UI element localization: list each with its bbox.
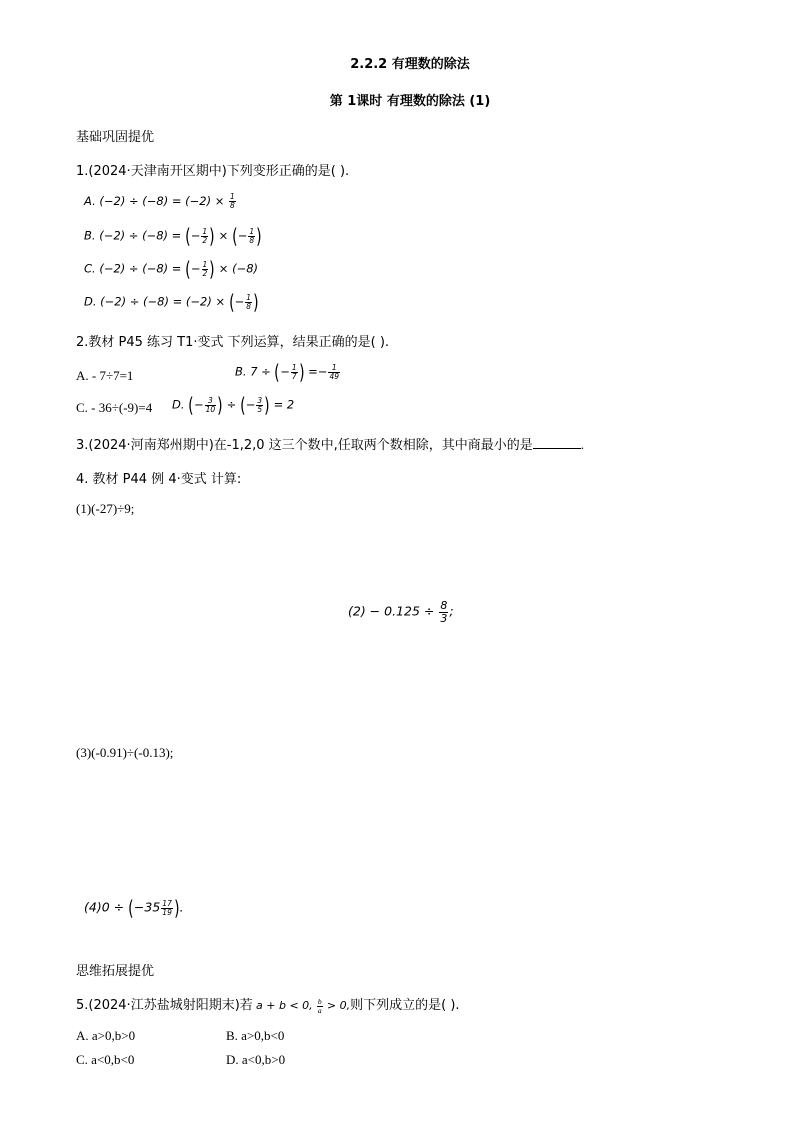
option-d-expression: (−2) ÷ (−8) = (−2) ×: [100, 294, 226, 309]
fraction: [201, 228, 208, 245]
denominator: 7: [291, 371, 297, 381]
numerator: 1: [291, 362, 297, 372]
question-5-option-d: D. a<0,b>0: [226, 1052, 286, 1067]
question-5-text-b: 则下列成立的是( ).: [350, 998, 460, 1013]
option-b-label: B.: [84, 228, 96, 243]
numerator: 1: [249, 226, 255, 236]
option-c-label: C.: [84, 261, 96, 276]
lesson-subtitle: 第 1课时 有理数的除法 (1): [329, 94, 491, 109]
section-heading-basic: 基础巩固提优: [76, 130, 155, 145]
page-title: 2.2.2 有理数的除法: [350, 57, 470, 72]
part-4-end: .: [179, 899, 184, 915]
part-2-expression: (2) − 0.125 ÷: [348, 603, 435, 619]
numerator: 3: [257, 395, 263, 405]
option-a-label: A.: [84, 193, 96, 208]
fraction: [317, 998, 323, 1015]
denominator: 3: [440, 611, 448, 625]
equals-value: = 2: [273, 397, 295, 412]
option-c-expression: (−2) ÷ (−8) =: [99, 261, 182, 276]
right-paren: ): [264, 393, 270, 417]
question-2-stem: 2.教材 P45 练习 T1·变式 下列运算，结果正确的是( ).: [76, 335, 390, 350]
right-paren: ): [256, 224, 262, 248]
question-1-text: 1.(2024·天津南开区期中)下列变形正确的是( ).: [76, 164, 350, 179]
numerator: 1: [202, 259, 208, 269]
question-5-option-a: A. a>0,b>0: [76, 1028, 136, 1043]
right-paren: ): [209, 257, 215, 281]
part-4-expression: (4)0 ÷: [84, 899, 125, 915]
question-5-stem: [76, 994, 460, 1014]
fraction: [328, 364, 340, 381]
option-b-label: B. 7 ÷: [235, 364, 271, 379]
question-1-option-c: C. (−2) ÷ (−8) = (− $\frac{1}{2}$ ) × (−8): [84, 257, 259, 281]
denominator: 8: [230, 200, 235, 210]
numerator: 17: [162, 898, 172, 908]
left-paren: (: [274, 360, 281, 384]
question-4-stem: 4. 教材 P44 例 4·变式 计算:: [76, 472, 242, 487]
question-5-option-c: C. a<0,b<0: [76, 1052, 135, 1067]
denominator: 19: [162, 907, 172, 917]
left-paren: (: [188, 393, 194, 417]
numerator: 1: [202, 226, 208, 236]
left-paren: (: [185, 224, 191, 248]
option-a-expression: (−2) ÷ (−8) = (−2) ×: [99, 193, 225, 208]
divide-sign: ÷: [226, 397, 237, 412]
option-d-label: D.: [172, 397, 185, 412]
fraction: [245, 294, 252, 311]
denominator: 2: [202, 268, 208, 278]
question-1-stem: [76, 160, 349, 179]
question-2-option-b: B. 7 ÷ (− $\frac{1}{7}$ ) =− $\frac{1}{49}$: [235, 360, 339, 384]
fraction: [291, 364, 298, 381]
times-sign: ×: [218, 228, 229, 243]
fraction: [229, 193, 236, 210]
answer-blank[interactable]: [533, 436, 581, 449]
question-5-text-a: 5.(2024·江苏盐城射阳期末)若: [76, 998, 253, 1013]
right-paren: ): [217, 393, 223, 417]
question-1-option-d: D. (−2) ÷ (−8) = (−2) × (− $\frac{1}{8}$ ): [84, 290, 259, 314]
right-paren: ): [298, 360, 305, 384]
right-paren: ): [174, 896, 180, 920]
numerator: 8: [440, 599, 448, 612]
question-4-part-1: (1)(-27)÷9;: [76, 501, 135, 516]
left-paren: (: [228, 290, 235, 314]
question-3-period: .: [580, 437, 585, 452]
numerator: b: [317, 996, 322, 1006]
fraction: [439, 600, 448, 624]
fraction: [248, 228, 255, 245]
section-heading-extension: 思维拓展提优: [76, 964, 155, 979]
denominator: 8: [246, 301, 252, 311]
denominator: 49: [329, 371, 339, 381]
denominator: a: [317, 1005, 322, 1015]
question-2-option-c: C. - 36÷(-9)=4: [76, 400, 153, 415]
question-5-option-b: B. a>0,b<0: [226, 1028, 285, 1043]
question-4-part-3: (3)(-0.91)÷(-0.13);: [76, 745, 174, 760]
option-d-label: D.: [84, 294, 97, 309]
denominator: 10: [205, 404, 216, 414]
condition-ratio: > 0,: [326, 999, 351, 1012]
fraction: [202, 261, 209, 278]
denominator: 5: [257, 404, 263, 414]
option-b-expression: (−2) ÷ (−8) =: [99, 228, 182, 243]
left-paren: (: [185, 257, 191, 281]
question-2-option-d: D. (− $\frac{3}{10}$ ) ÷ (− $\frac{3}{5}$ ) = 2: [172, 393, 295, 417]
question-1-option-a: [84, 193, 237, 210]
fraction: [205, 397, 217, 414]
denominator: 8: [249, 235, 255, 245]
numerator: 1: [246, 292, 252, 302]
left-paren: (: [232, 224, 238, 248]
equals-negative: =−: [308, 364, 328, 379]
question-3: [76, 434, 584, 453]
condition-sum: a + b < 0,: [256, 999, 313, 1012]
fraction: [256, 397, 263, 414]
part-2-end: ;: [449, 603, 454, 619]
right-paren: ): [209, 224, 215, 248]
right-paren: ): [253, 290, 259, 314]
question-2-option-a: A. - 7÷7=1: [76, 368, 134, 383]
option-c-rhs: × (−8): [218, 261, 259, 276]
mixed-whole: −35: [133, 899, 161, 915]
left-paren: (: [128, 896, 134, 920]
question-4-part-2: [348, 600, 454, 624]
denominator: 2: [202, 235, 208, 245]
numerator: 3: [205, 397, 217, 406]
left-paren: (: [240, 393, 246, 417]
question-3-text: 3.(2024·河南郑州期中)在-1,2,0 这三个数中,任取两个数相除，其中商最小的是: [76, 438, 533, 453]
numerator: 1: [230, 192, 235, 201]
fraction: [161, 900, 173, 917]
numerator: 1: [328, 364, 340, 373]
question-4-part-4: [84, 898, 184, 918]
question-1-option-b: B. (−2) ÷ (−8) = (− $\frac{1}{2}$ ) × (− $\frac{1}{8}$ ): [84, 224, 262, 248]
